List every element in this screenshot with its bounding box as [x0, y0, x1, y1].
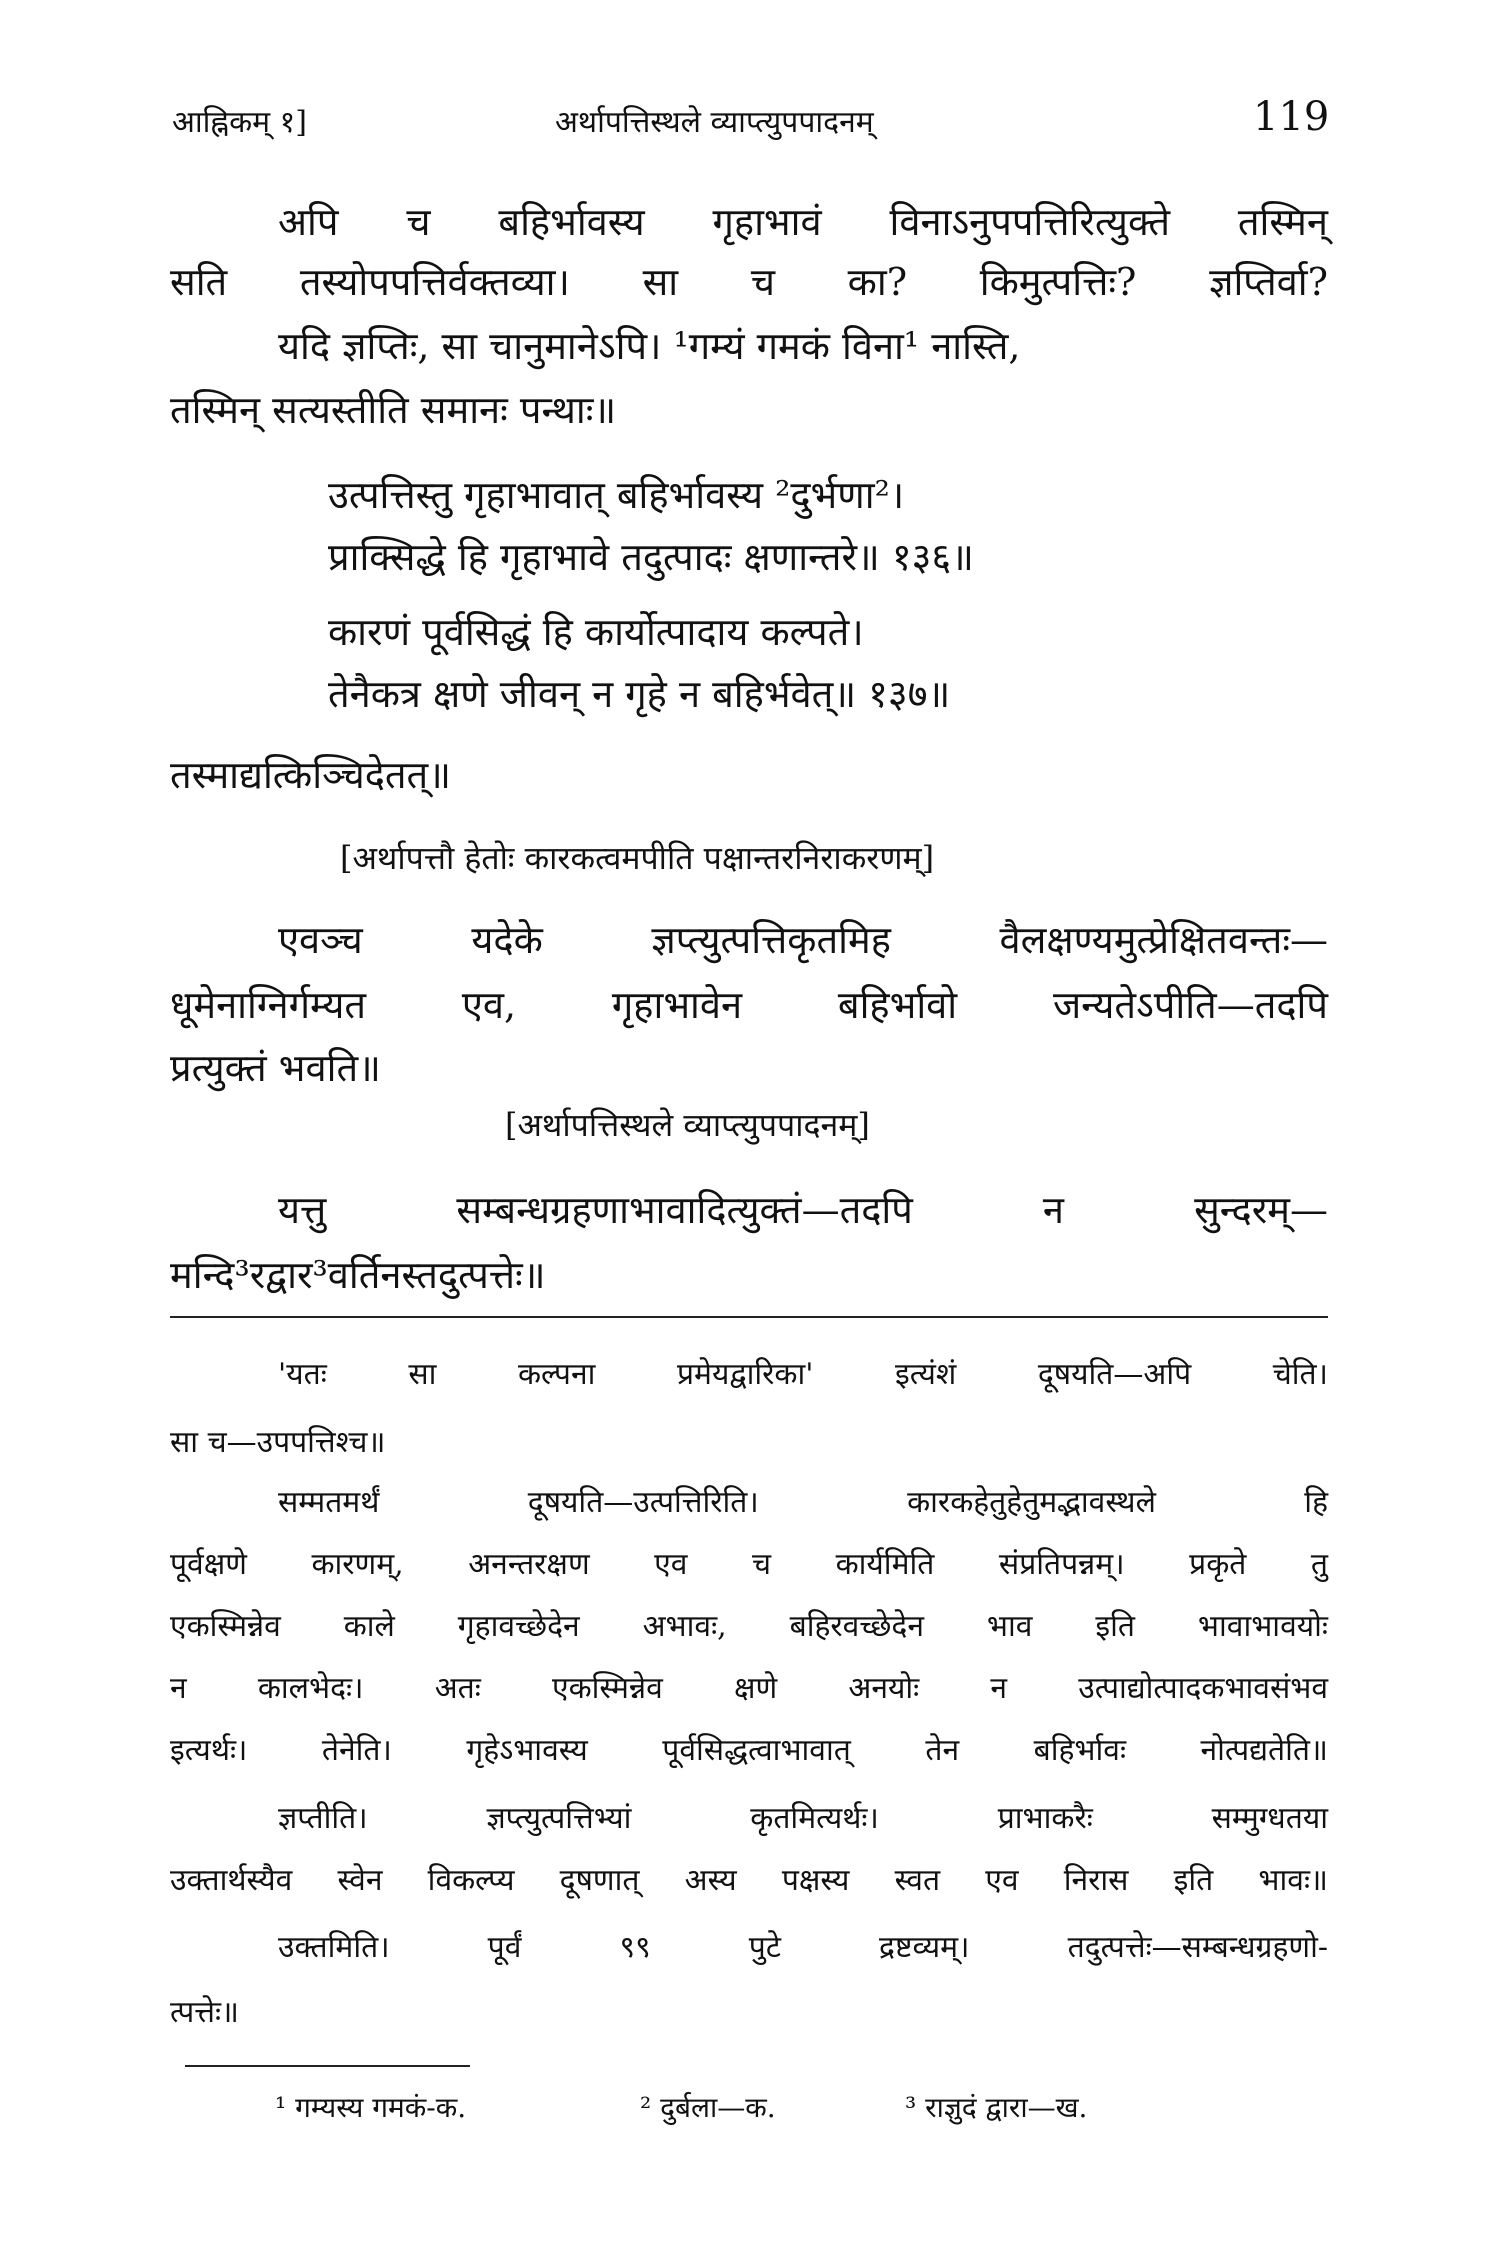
- verse-line-3: कारणं पूर्वसिद्धं हि कार्योत्पादाय कल्पते।: [328, 610, 864, 654]
- section1-line-3: प्रत्युक्तं भवति॥: [170, 1046, 381, 1090]
- section-heading-1: [अर्थापत्तौ हेतोः कारकत्वमपीति पक्षान्तरनिराकरणम्]: [340, 839, 935, 877]
- verse-line-1: उत्पत्तिस्तु गृहाभावात् बहिर्भावस्य ²दुर्भणा²।: [328, 473, 905, 517]
- verse-line-4: तेनैकत्र क्षणे जीवन् न गृहे न बहिर्भवेत्॥ १३७॥: [328, 672, 951, 716]
- section1-line-2: धूमेनाग्निर्गम्यत एव, गृहाभावेन बहिर्भावो जन्यतेऽपीति—तदपि: [170, 983, 1328, 1027]
- main-line-1: अपि च बहिर्भावस्य गृहाभावं विनाऽनुपपत्तिरित्युक्ते तस्मिन्: [278, 200, 1328, 244]
- commentary-line-4: पूर्वक्षणे कारणम्, अनन्तरक्षण एव च कार्यमिति संप्रतिपन्नम्। प्रकृते तु: [170, 1547, 1328, 1582]
- header-left: आह्निकम् १]: [172, 105, 307, 140]
- commentary-line-7: इत्यर्थः। तेनेति। गृहेऽभावस्य पूर्वसिद्धत्वाभावात् तेन बहिर्भावः नोत्पद्यतेति॥: [170, 1733, 1328, 1768]
- main-line-3: यदि ज्ञप्तिः, सा चानुमानेऽपि। ¹गम्यं गमकं विना¹ नास्ति,: [278, 324, 1021, 368]
- commentary-line-3: सम्मतमर्थं दूषयति—उत्पत्तिरिति। कारकहेतुहेतुमद्भावस्थले हि: [278, 1485, 1328, 1520]
- footnote-divider: [185, 2065, 470, 2067]
- commentary-line-1: 'यतः सा कल्पना प्रमेयद्वारिका' इत्यंशं दूषयति—अपि चेति।: [278, 1357, 1328, 1392]
- section-heading-2: [अर्थापत्तिस्थले व्याप्त्युपपादनम्]: [505, 1106, 870, 1144]
- commentary-line-9: उक्तार्थस्यैव स्वेन विकल्प्य दूषणात् अस्य पक्षस्य स्वत एव निरास इति भावः॥: [170, 1863, 1328, 1898]
- commentary-line-5: एकस्मिन्नेव काले गृहावच्छेदेन अभावः, बहिरवच्छेदेन भाव इति भावाभावयोः: [170, 1609, 1328, 1644]
- footnote-1: ¹ गम्यस्य गमकं-क.: [275, 2091, 467, 2124]
- main-line-2: सति तस्योपपत्तिर्वक्तव्या। सा च का? किमुत्पत्तिः? ज्ञप्तिर्वा?: [170, 260, 1328, 304]
- footnote-3: ³ राज्ञुदं द्वारा—ख.: [905, 2091, 1088, 2124]
- commentary-line-6: न कालभेदः। अतः एकस्मिन्नेव क्षणे अनयोः न उत्पाद्योत्पादकभावसंभव: [170, 1671, 1328, 1706]
- section1-line-1: एवञ्च यदेके ज्ञप्त्युत्पत्तिकृतमिह वैलक्षण्यमुत्प्रेक्षितवन्तः—: [278, 918, 1328, 962]
- main-line-4: तस्मिन् सत्यस्तीति समानः पन्थाः॥: [170, 388, 617, 432]
- commentary-line-2: सा च—उपपत्तिश्च॥: [170, 1425, 386, 1460]
- section2-line-2: मन्दि³रद्वार³वर्तिनस्तदुत्पत्तेः॥: [170, 1253, 546, 1297]
- verse-line-2: प्राक्सिद्धे हि गृहाभावे तदुत्पादः क्षणान्तरे॥ १३६॥: [328, 535, 974, 579]
- section2-line-1: यत्तु सम्बन्धग्रहणाभावादित्युक्तं—तदपि न सुन्दरम्—: [278, 1188, 1328, 1232]
- commentary-line-10: उक्तमिति। पूर्वं ९९ पुटे द्रष्टव्यम्। तदुत्पत्तेः—सम्बन्धग्रहणो-: [278, 1930, 1328, 1965]
- commentary-line-11: त्पत्तेः॥: [170, 1995, 239, 2030]
- commentary-line-8: ज्ञप्तीति। ज्ञप्त्युत्पत्तिभ्यां कृतमित्यर्थः। प्राभाकरैः सम्मुग्धतया: [278, 1801, 1328, 1836]
- page-number: 119: [1253, 94, 1330, 140]
- footnote-2: ² दुर्बला—क.: [640, 2091, 776, 2124]
- text-commentary-divider: [170, 1316, 1328, 1318]
- header-center: अर्थापत्तिस्थले व्याप्त्युपपादनम्: [555, 105, 874, 140]
- after-verse-line: तस्माद्यत्किञ्चिदेतत्॥: [170, 753, 451, 797]
